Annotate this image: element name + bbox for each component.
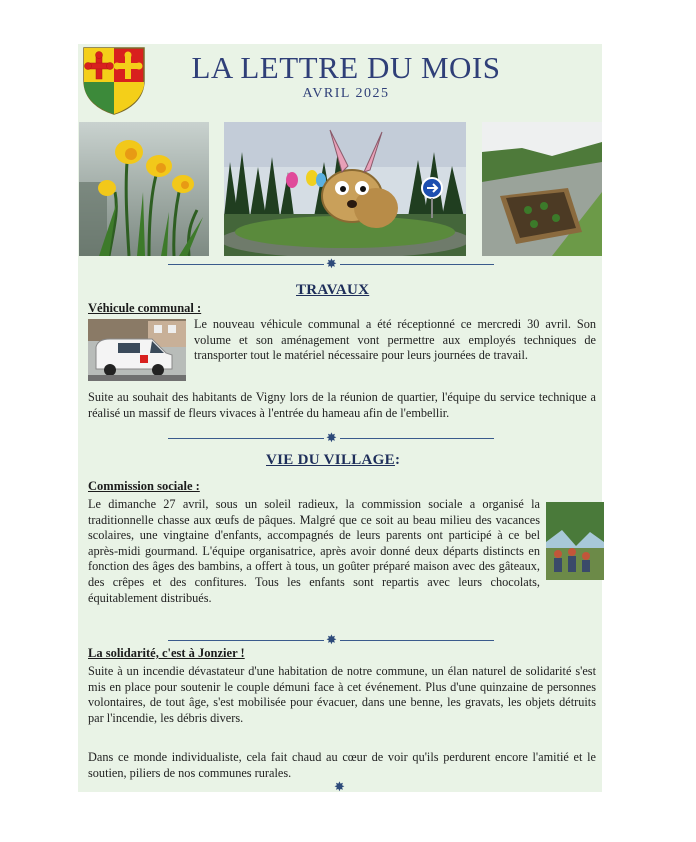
vehicule-paragraph: Le nouveau véhicule communal a été réceptionné ce mercredi 30 avril. Son volume et son aménagement vont permettre aux employés techniques de transporter tout le matériel nécessaire pour leurs journées de travail. [194, 317, 596, 363]
vie-du-village-label: VIE DU VILLAGE [266, 452, 395, 468]
newsletter-date: AVRIL 2025 [302, 86, 390, 101]
travaux-heading: TRAVAUX [296, 282, 370, 298]
section-divider: ✸ [168, 635, 494, 647]
bottom-ornament: ✸ [334, 779, 345, 794]
solidarite-closing-paragraph: Dans ce monde individualiste, cela fait chaud au cœur de voir qu'ils perdurent encore l'amitié et le soutien, piliers de nos communes rurales. [88, 750, 596, 780]
commission-subheading: Commission sociale : [88, 479, 200, 493]
coat-of-arms-crest [82, 46, 146, 116]
egg-hunt-photo [546, 502, 604, 580]
commission-paragraph: Le dimanche 27 avril, sous un soleil radieux, la commission sociale a organisé la traditionnelle chasse aux œufs de pâques. Malgré que ce soit au beau milieu des vacances scolaires, une vingtaine d'enfants, accompagnés de leurs parents ont participé à ce bel après-midi gourmand. L'équipe organisatrice, après avoir donné deux départs distincts en fonction des âges des bambins, a offert à tous, un goûter préparé maison avec des gâteaux, des crêpes et des confitures. Tous les enfants sont repartis avec leurs chocolats, équitablement distribués. [88, 497, 540, 605]
vehicule-subheading: Véhicule communal : [88, 301, 202, 315]
raised-planter-photo [482, 122, 602, 256]
daffodils-photo [79, 122, 209, 256]
massif-paragraph: Suite au souhait des habitants de Vigny lors de la réunion de quartier, l'équipe du service technique a réalisé un massif de fleurs vivaces à l'entrée du hameau afin de l'embellir. [88, 390, 596, 420]
section-divider: ✸ [168, 259, 494, 271]
municipal-van-photo [88, 319, 186, 381]
solidarite-subheading: La solidarité, c'est à Jonzier ! [88, 646, 245, 660]
newsletter-title: LA LETTRE DU MOIS [191, 50, 501, 85]
easter-bunny-roundabout-photo [224, 122, 466, 256]
vie-du-village-heading [266, 452, 400, 469]
vie-du-village-colon: : [394, 452, 401, 468]
section-divider: ✸ [168, 433, 494, 445]
solidarite-paragraph: Suite à un incendie dévastateur d'une habitation de notre commune, un élan naturel de solidarité s'est mis en place pour soutenir le couple démuni face à cet événement. Plus d'une quinzaine de personnes volontaires, de tout âge, s'est mobilisée pour évacuer, dans une benne, les gravats, les objets détruits par l'incendie, les débris divers. [88, 664, 596, 725]
